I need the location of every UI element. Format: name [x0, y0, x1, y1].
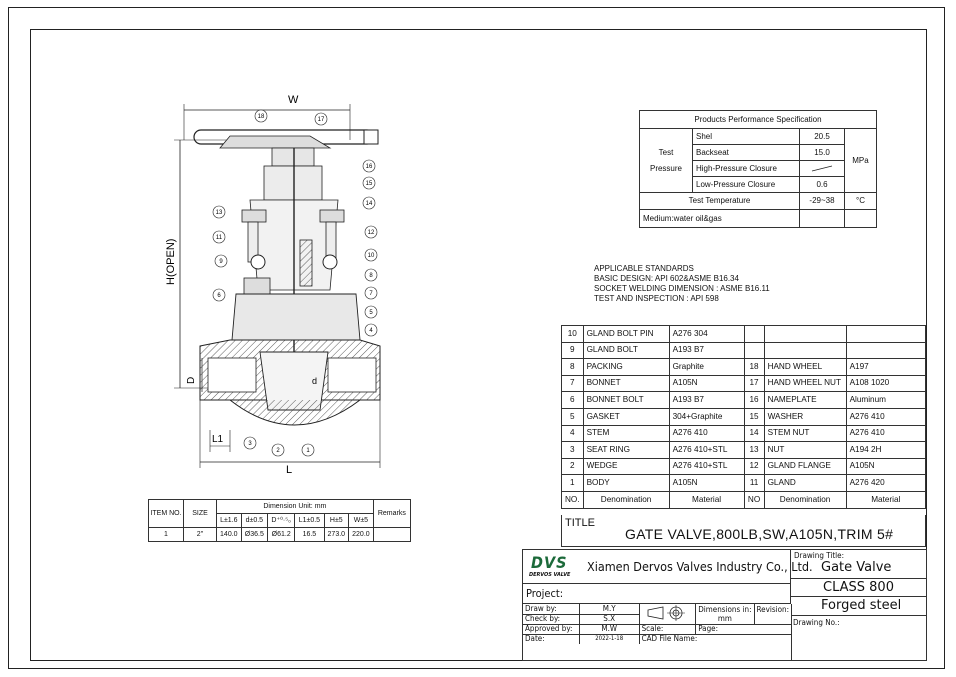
parts-header-no: NO — [744, 491, 764, 508]
page-label: Page: — [696, 624, 791, 634]
standards-socket: SOCKET WELDING DIMENSION : ASME B16.11 — [594, 284, 770, 293]
temp-label: Test Temperature — [640, 193, 800, 210]
part-material: A276 410+STL — [669, 442, 744, 459]
part-name: GLAND — [764, 475, 846, 492]
part-balloon-number: 11 — [215, 235, 223, 242]
parts-header-denom: Denomination — [583, 491, 669, 508]
part-no: 18 — [744, 359, 764, 376]
part-no: 4 — [562, 425, 584, 442]
part-name: SEAT RING — [583, 442, 669, 459]
standards-test: TEST AND INSPECTION : API 598 — [594, 294, 719, 303]
part-no — [744, 342, 764, 359]
part-material: A105N — [669, 375, 744, 392]
part-balloon-number: 10 — [367, 253, 375, 260]
part-name — [764, 342, 846, 359]
part-material: A276 410 — [846, 425, 925, 442]
dim-sub: d±0.5 — [241, 514, 267, 528]
date-value: 2022-1-18 — [579, 634, 639, 644]
part-name: NUT — [764, 442, 846, 459]
dim-value: Ø61.2 — [268, 528, 295, 542]
part-no: 12 — [744, 458, 764, 475]
projection-icon — [645, 605, 689, 621]
perf-row-value — [800, 161, 845, 177]
dim-h-label: H(OPEN) — [165, 238, 177, 285]
part-material: Aluminum — [846, 392, 925, 409]
dim-small-d-label: d — [312, 376, 318, 386]
parts-row — [562, 475, 926, 492]
parts-row — [562, 375, 926, 392]
parts-row — [562, 342, 926, 359]
part-balloon-number: 4 — [369, 328, 373, 335]
part-material: A276 410 — [669, 425, 744, 442]
part-balloon-number: 13 — [215, 210, 223, 217]
projection-symbol — [639, 604, 696, 624]
part-balloon-number: 6 — [217, 293, 221, 300]
part-name — [764, 326, 846, 343]
part-material: A193 B7 — [669, 342, 744, 359]
standards-block — [594, 264, 770, 304]
part-material: A194 2H — [846, 442, 925, 459]
parts-row — [562, 326, 926, 343]
temp-unit: °C — [845, 193, 877, 210]
dim-col-remarks: Remarks — [373, 500, 410, 528]
part-material: A108 1020 — [846, 375, 925, 392]
part-name: STEM — [583, 425, 669, 442]
parts-header-material: Material — [669, 491, 744, 508]
dim-sub: D⁺⁰·⁵₀ — [268, 514, 295, 528]
parts-row — [562, 458, 926, 475]
dim-sub: H±5 — [324, 514, 349, 528]
parts-row — [562, 392, 926, 409]
part-balloon-number: 14 — [365, 201, 373, 208]
performance-table — [639, 110, 877, 228]
part-balloon-number: 18 — [257, 114, 265, 121]
part-material: A105N — [846, 458, 925, 475]
part-name: GLAND BOLT — [583, 342, 669, 359]
part-material: A276 304 — [669, 326, 744, 343]
part-name: BODY — [583, 475, 669, 492]
draw-by-label: Draw by: — [523, 604, 579, 614]
dim-value: 140.0 — [217, 528, 242, 542]
part-no: 10 — [562, 326, 584, 343]
parts-header-row — [562, 491, 926, 508]
perf-row-value: 20.5 — [800, 129, 845, 145]
drawing-title-1: Gate Valve — [821, 560, 892, 575]
date-label: Date: — [523, 634, 579, 644]
company-logo: DVS — [531, 553, 568, 572]
medium-text: Medium:water oil&gas — [640, 210, 800, 228]
parts-header-no: NO. — [562, 491, 584, 508]
parts-header-material: Material — [846, 491, 925, 508]
title-block — [522, 549, 927, 661]
part-no: 6 — [562, 392, 584, 409]
part-balloon-number: 17 — [317, 117, 325, 124]
title-row — [561, 515, 926, 547]
standards-design: BASIC DESIGN: API 602&ASME B16.34 — [594, 274, 739, 283]
part-material — [846, 326, 925, 343]
drawing-title-2: CLASS 800 — [823, 580, 894, 595]
part-no: 14 — [744, 425, 764, 442]
perf-row-value: 15.0 — [800, 145, 845, 161]
part-material: A276 410 — [846, 408, 925, 425]
part-material: Graphite — [669, 359, 744, 376]
part-no: 5 — [562, 408, 584, 425]
part-no: 13 — [744, 442, 764, 459]
dash-mark — [810, 164, 834, 172]
perf-row-label: Shel — [693, 129, 800, 145]
part-balloon-number: 12 — [367, 230, 375, 237]
part-name: GLAND BOLT PIN — [583, 326, 669, 343]
part-no: 8 — [562, 359, 584, 376]
parts-table — [561, 325, 926, 509]
dim-d-label: D — [186, 376, 197, 384]
draw-by-value: M.Y — [579, 604, 639, 614]
pressure-unit: MPa — [845, 129, 877, 193]
part-balloon-number: 15 — [365, 181, 373, 188]
dim-value: 220.0 — [349, 528, 374, 542]
title-text: GATE VALVE,800LB,SW,A105N,TRIM 5# — [625, 526, 894, 542]
test-pressure-label: Test Pressure — [640, 129, 693, 193]
drawing-title-3-cell — [791, 596, 927, 616]
check-by-value: S.X — [579, 614, 639, 624]
part-balloon-number: 7 — [369, 291, 373, 298]
part-material — [846, 342, 925, 359]
dim-sub: W±5 — [349, 514, 374, 528]
parts-row — [562, 359, 926, 376]
perf-row-value: 0.6 — [800, 177, 845, 193]
part-no: 16 — [744, 392, 764, 409]
company-cell — [523, 550, 813, 584]
dim-value: 273.0 — [324, 528, 349, 542]
part-balloon-number: 16 — [365, 164, 373, 171]
company-name: Xiamen Dervos Valves Industry Co., Ltd. — [587, 559, 813, 574]
dimensions-in-label: Dimensions in: — [698, 604, 752, 614]
standards-title: APPLICABLE STANDARDS — [594, 264, 694, 273]
revision-label: Revision: — [754, 604, 791, 624]
part-no: 7 — [562, 375, 584, 392]
dimensions-in-value: mm — [717, 613, 732, 623]
project-cell — [523, 584, 791, 604]
part-no: 11 — [744, 475, 764, 492]
approved-by-value: M.W — [579, 624, 639, 634]
scale-label: Scale: — [639, 624, 696, 634]
dim-col-item: ITEM NO. — [149, 500, 184, 528]
part-name: WEDGE — [583, 458, 669, 475]
approved-by-label: Approved by: — [523, 624, 579, 634]
parts-row — [562, 408, 926, 425]
part-name: NAMEPLATE — [764, 392, 846, 409]
perf-row-label: Low-Pressure Closure — [693, 177, 800, 193]
drawing-title-3: Forged steel — [821, 598, 902, 613]
part-name: HAND WHEEL — [764, 359, 846, 376]
part-material: A276 420 — [846, 475, 925, 492]
part-no — [744, 326, 764, 343]
part-name: BONNET — [583, 375, 669, 392]
part-material: A193 B7 — [669, 392, 744, 409]
part-balloon-number: 9 — [219, 259, 223, 266]
part-material: A197 — [846, 359, 925, 376]
temp-value: -29~38 — [800, 193, 845, 210]
part-name: GASKET — [583, 408, 669, 425]
cad-file-label: CAD File Name: — [639, 634, 791, 644]
dim-l-label: L — [286, 464, 293, 476]
perf-row-label: High-Pressure Closure — [693, 161, 800, 177]
part-no: 17 — [744, 375, 764, 392]
part-name: STEM NUT — [764, 425, 846, 442]
dim-item: 1 — [149, 528, 184, 542]
signature-table — [523, 604, 791, 644]
part-balloon-number: 1 — [306, 448, 310, 455]
dim-col-size: SIZE — [184, 500, 217, 528]
parts-row — [562, 425, 926, 442]
drawing-no-label: Drawing No.: — [793, 618, 840, 627]
part-balloon-number: 3 — [248, 441, 252, 448]
performance-header: Products Performance Specification — [640, 111, 877, 129]
project-label: Project: — [526, 587, 564, 600]
part-balloon-number: 8 — [369, 273, 373, 280]
dimensions-in-cell — [696, 604, 754, 624]
check-by-label: Check by: — [523, 614, 579, 624]
dim-value: Ø36.5 — [241, 528, 267, 542]
dim-col-group: Dimension Unit: mm — [217, 500, 374, 514]
part-balloon-number: 2 — [276, 448, 280, 455]
part-balloon-number: 5 — [369, 310, 373, 317]
dim-sub: L1±0.5 — [295, 514, 324, 528]
dim-sub: L±1.6 — [217, 514, 242, 528]
part-no: 2 — [562, 458, 584, 475]
part-name: GLAND FLANGE — [764, 458, 846, 475]
dim-value: 16.5 — [295, 528, 324, 542]
part-material: A276 410+STL — [669, 458, 744, 475]
perf-row-label: Backseat — [693, 145, 800, 161]
part-name: HAND WHEEL NUT — [764, 375, 846, 392]
part-no: 1 — [562, 475, 584, 492]
title-label: TITLE — [565, 517, 595, 529]
drawing-title-label: Drawing Title: — [794, 551, 845, 560]
valve-drawing — [160, 90, 390, 480]
part-material: 304+Graphite — [669, 408, 744, 425]
part-material: A105N — [669, 475, 744, 492]
part-no: 9 — [562, 342, 584, 359]
part-name: PACKING — [583, 359, 669, 376]
parts-header-denom: Denomination — [764, 491, 846, 508]
part-name: WASHER — [764, 408, 846, 425]
part-no: 3 — [562, 442, 584, 459]
part-name: BONNET BOLT — [583, 392, 669, 409]
dimension-table — [148, 499, 411, 542]
part-no: 15 — [744, 408, 764, 425]
company-logo-sub: DERVOS VALVE — [529, 572, 571, 578]
dim-w-label: W — [288, 94, 299, 106]
parts-row — [562, 442, 926, 459]
dim-size: 2" — [184, 528, 217, 542]
dim-l1-label: L1 — [212, 434, 224, 445]
